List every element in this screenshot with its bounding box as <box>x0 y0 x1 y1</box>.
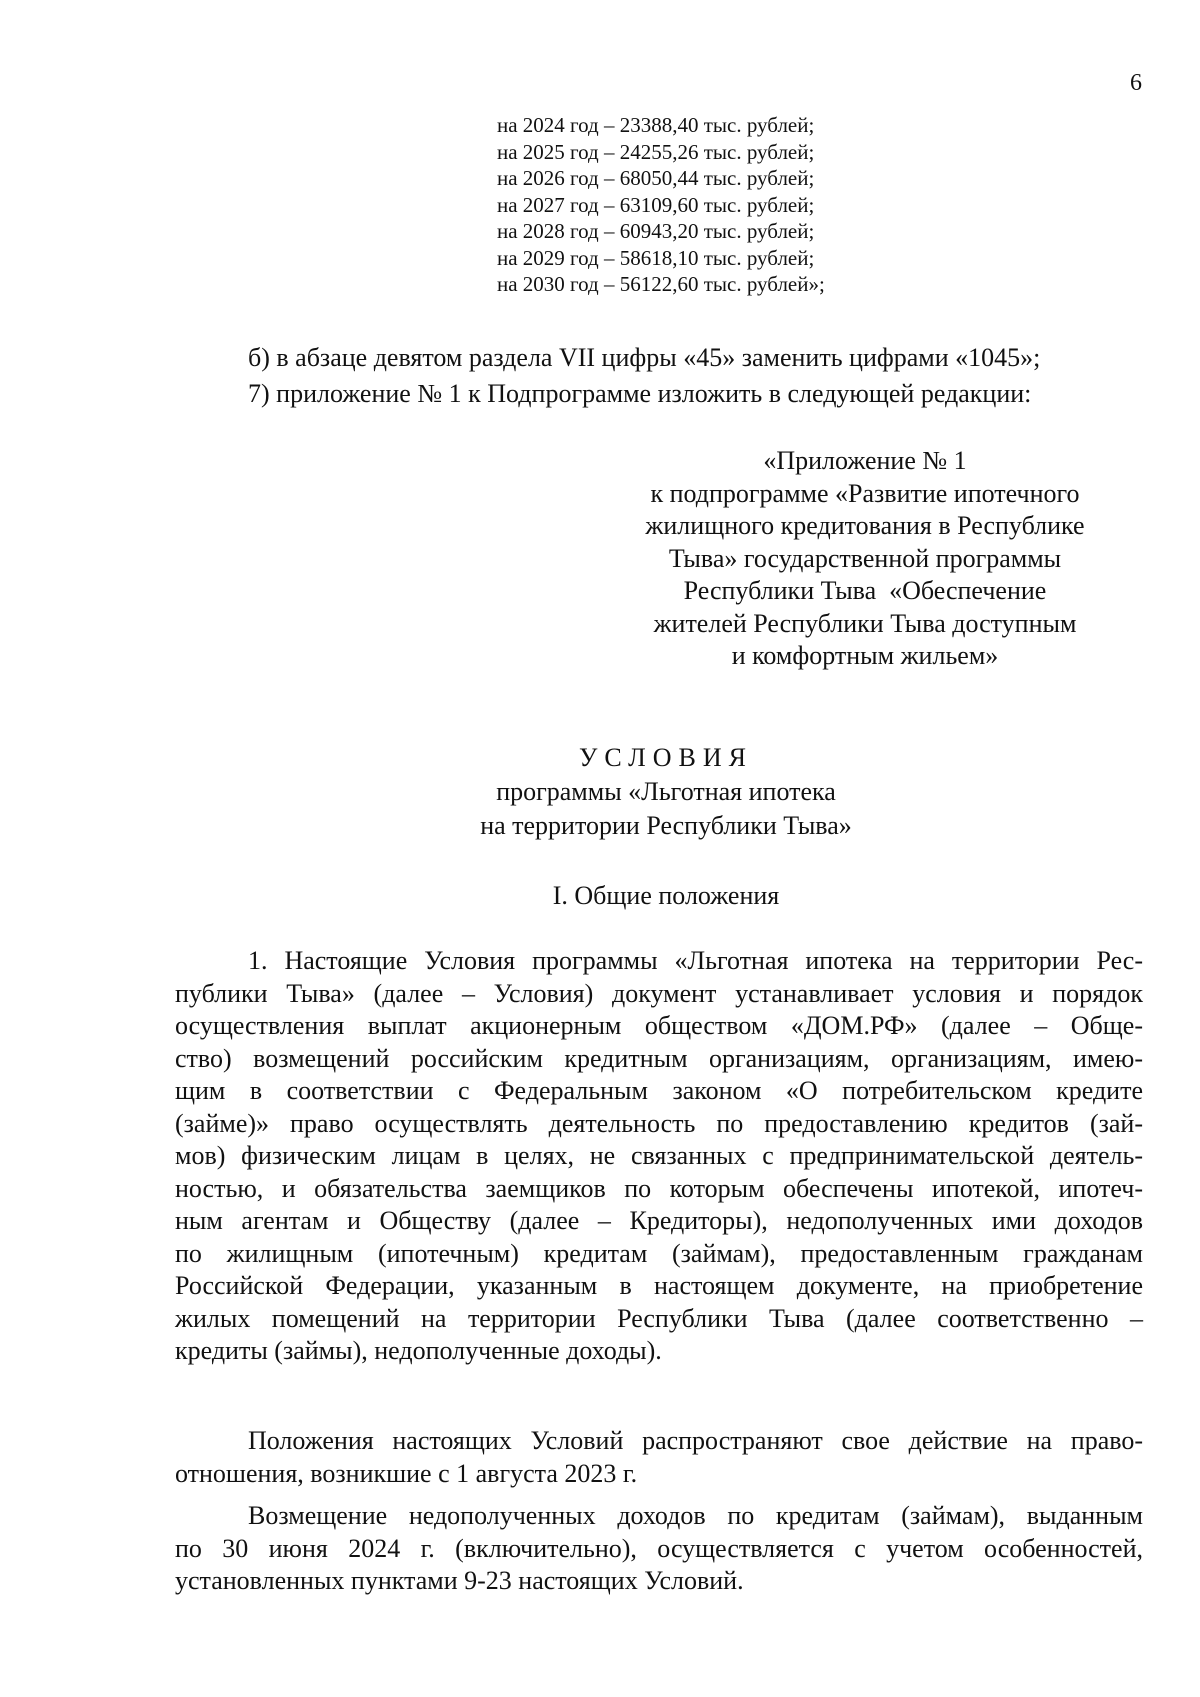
page-number: 6 <box>1130 70 1142 96</box>
section-heading: I. Общие положения <box>552 881 780 910</box>
paragraph-line: Возмещение недополученных доходов по кредитам (займам), выданным <box>248 1501 1143 1530</box>
paragraph-line: (займе)» право осуществлять деятельность по предоставлению кредитов (зай- <box>175 1108 1143 1138</box>
appendix-caption-line: Тыва» государственной программы <box>668 543 1062 573</box>
funding-line: на 2024 год – 23388,40 тыс. рублей; <box>497 113 815 137</box>
funding-line: на 2028 год – 60943,20 тыс. рублей; <box>497 219 815 243</box>
paragraph-line: осуществления выплат акционерным обществом «ДОМ.РФ» (далее – Обще- <box>175 1011 1143 1040</box>
funding-line: на 2030 год – 56122,60 тыс. рублей»; <box>497 272 825 296</box>
funding-line: на 2025 год – 24255,26 тыс. рублей; <box>497 139 815 164</box>
paragraph-line: ным агентам и Обществу (далее – Кредиторы), недополученных ими доходов <box>175 1206 1143 1235</box>
paragraph-line: жилых помещений на территории Республики Тыва (далее соответственно – <box>175 1303 1143 1333</box>
paragraph-line: Положения настоящих Условий распространяют свое действие на право- <box>248 1426 1143 1455</box>
document-title <box>0 741 1200 843</box>
paragraph-line: установленных пунктами 9-23 настоящих Условий. <box>175 1566 744 1595</box>
funding-line: на 2027 год – 63109,60 тыс. рублей; <box>497 192 815 217</box>
paragraph-line: 1. Настоящие Условия программы «Льготная ипотека на территории Рес- <box>248 946 1143 975</box>
paragraph-1 <box>175 945 1143 1368</box>
funding-line: на 2029 год – 58618,10 тыс. рублей; <box>497 245 815 270</box>
paragraph-line: отношения, возникшие с 1 августа 2023 г. <box>175 1458 638 1488</box>
paragraph-line: кредиты (займы), недополученные доходы). <box>175 1336 662 1365</box>
funding-list <box>497 112 825 298</box>
paragraph-line: Российской Федерации, указанным в настоящем документе, на приобретение <box>175 1271 1143 1300</box>
appendix-caption-line: и комфортным жильем» <box>731 641 999 670</box>
appendix-caption <box>600 445 1130 673</box>
paragraph-line: публики Тыва» (далее – Условия) документ устанавливает условия и порядок <box>175 978 1143 1008</box>
appendix-caption-line: к подпрограмме «Развитие ипотечного <box>650 478 1080 508</box>
paragraph-2 <box>175 1425 1143 1490</box>
title-heading: УСЛОВИЯ <box>579 743 753 772</box>
paragraph-line: мов) физическим лицам в целях, не связанных с предпринимательской деятель- <box>175 1141 1143 1170</box>
paragraph-line: щим в соответствии с Федеральным законом «О потребительском кредите <box>175 1076 1143 1105</box>
paragraph-line: по 30 июня 2024 г. (включительно), осуществляется с учетом особенностей, <box>175 1533 1143 1563</box>
amendment-7: 7) приложение № 1 к Подпрограмме изложить в следующей редакции: <box>248 379 1032 408</box>
paragraph-line: по жилищным (ипотечным) кредитам (займам), предоставленным гражданам <box>175 1238 1143 1268</box>
appendix-caption-line: жителей Республики Тыва доступным <box>653 608 1077 638</box>
paragraph-line: ностью, и обязательства заемщиков по которым обеспечены ипотекой, ипотеч- <box>175 1173 1143 1203</box>
funding-line: на 2026 год – 68050,44 тыс. рублей; <box>497 166 815 190</box>
title-line: на территории Республики Тыва» <box>480 811 852 840</box>
amendment-b: б) в абзаце девятом раздела VII цифры «45» заменить цифрами «1045»; <box>248 343 1041 372</box>
appendix-caption-line: Республики Тыва «Обеспечение <box>683 576 1047 605</box>
paragraph-3 <box>175 1500 1143 1598</box>
appendix-caption-line: жилищного кредитования в Республике <box>645 511 1085 540</box>
title-line: программы «Льготная ипотека <box>496 777 836 806</box>
appendix-caption-line: «Приложение № 1 <box>763 446 967 475</box>
paragraph-line: ство) возмещений российским кредитным организациям, организациям, имею- <box>175 1043 1143 1073</box>
